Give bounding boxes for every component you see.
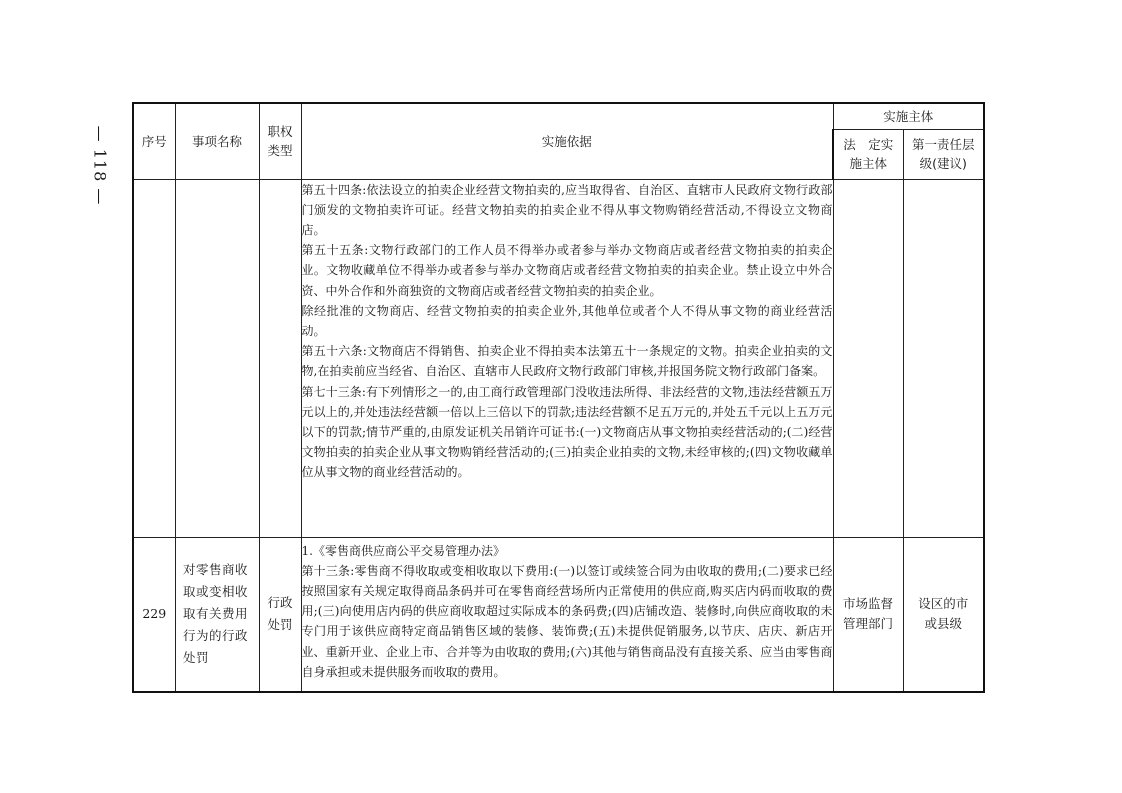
- cell-basis: [301, 537, 833, 692]
- header-subject-group: 实施主体: [833, 103, 984, 129]
- cell-seq: [133, 179, 175, 537]
- header-basis: 实施依据: [301, 103, 833, 179]
- header-legal-subject: [833, 129, 903, 179]
- basis-paragraph: 除经批准的文物商店、经营文物拍卖的拍卖企业外,其他单位或者个人不得从事文物的商业经营活动。: [301, 303, 833, 338]
- power-type-text: 行政处罚: [267, 595, 293, 633]
- cell-basis: [301, 179, 833, 537]
- item-name-text: 对零售商收取或变相收取有关费用行为的行政处罚: [183, 562, 249, 666]
- basis-paragraph: 第七十三条:有下列情形之一的,由工商行政管理部门没收违法所得、非法经营的文物,违法经营额五万元以上的,并处违法经营额一倍以上三倍以下的罚款;违法经营额不足五万元的,并处五千元以上五万元以下的罚款;情节严重的,由原发证机关吊销许可证书:(一)文物商店从事文物拍卖经营活动的;(二)经营文物拍卖的拍卖企业从事文物购销经营活动的;(三)拍卖企业拍卖的文物,未经审核的;(四)文物收藏单位从事文物的商业经营活动的。: [301, 384, 833, 480]
- legal-subject-text: 市场监督管理部门: [842, 596, 893, 632]
- cell-legal-subject: [833, 537, 903, 692]
- basis-paragraph: 第五十四条:依法设立的拍卖企业经营文物拍卖的,应当取得省、自治区、直辖市人民政府文物行政部门颁发的文物拍卖许可证。经营文物拍卖的拍卖企业不得从事文物购销经营活动,不得设立文物商店。: [301, 182, 833, 237]
- header-power-type-text: 职权类型: [267, 124, 293, 159]
- header-first-level-text: 第一责任层级(建议): [911, 137, 975, 171]
- cell-first-level: [903, 179, 984, 537]
- page-number-text: — 118 —: [90, 125, 110, 205]
- table-row: [133, 537, 984, 692]
- basis-paragraph: 第五十六条:文物商店不得销售、拍卖企业不得拍卖本法第五十一条规定的文物。拍卖企业拍卖的文物,在拍卖前应当经省、自治区、直辖市人民政府文物行政部门审核,并报国务院文物行政部门备案。: [301, 344, 833, 379]
- header-legal-subject-text: 法 定实施主体: [843, 137, 894, 171]
- header-row-1: [133, 103, 984, 129]
- cell-item-name: [175, 179, 259, 537]
- header-power-type: [259, 103, 301, 179]
- cell-power-type: [259, 179, 301, 537]
- cell-seq: 229: [133, 537, 175, 692]
- cell-power-type: [259, 537, 301, 692]
- cell-item-name: [175, 537, 259, 692]
- header-item-name: 事项名称: [175, 103, 259, 179]
- page-number: [88, 120, 112, 210]
- authority-table: [132, 102, 985, 693]
- basis-paragraph: 1.《零售商供应商公平交易管理办法》: [301, 543, 505, 558]
- table-row: [133, 179, 984, 537]
- header-first-level: [903, 129, 984, 179]
- cell-legal-subject: [833, 179, 903, 537]
- basis-paragraph: 第十三条:零售商不得收取或变相收取以下费用:(一)以签订或续签合同为由收取的费用;(二)要求已经按照国家有关规定取得商品条码并可在零售商经营场所内正常使用的供应商,购买店内码而收取的费用;(三)向使用店内码的供应商收取超过实际成本的条码费;(四)店铺改造、装修时,向供应商收取的未专门用于该供应商特定商品销售区域的装修、装饰费;(五)未提供促销服务,以节庆、店庆、新店开业、重新开业、企业上市、合并等为由收取的费用;(六)其他与销售商品没有直接关系、应当由零售商自身承担或未提供服务而收取的费用。: [301, 563, 833, 679]
- first-level-text: 设区的市或县级: [918, 596, 969, 632]
- header-seq: 序号: [133, 103, 175, 179]
- cell-first-level: [903, 537, 984, 692]
- basis-paragraph: 第五十五条:文物行政部门的工作人员不得举办或者参与举办文物商店或者经营文物拍卖的拍卖企业。文物收藏单位不得举办或者参与举办文物商店或者经营文物拍卖的拍卖企业。禁止设立中外合资、中外合作和外商独资的文物商店或者经营文物拍卖的拍卖企业。: [301, 243, 833, 298]
